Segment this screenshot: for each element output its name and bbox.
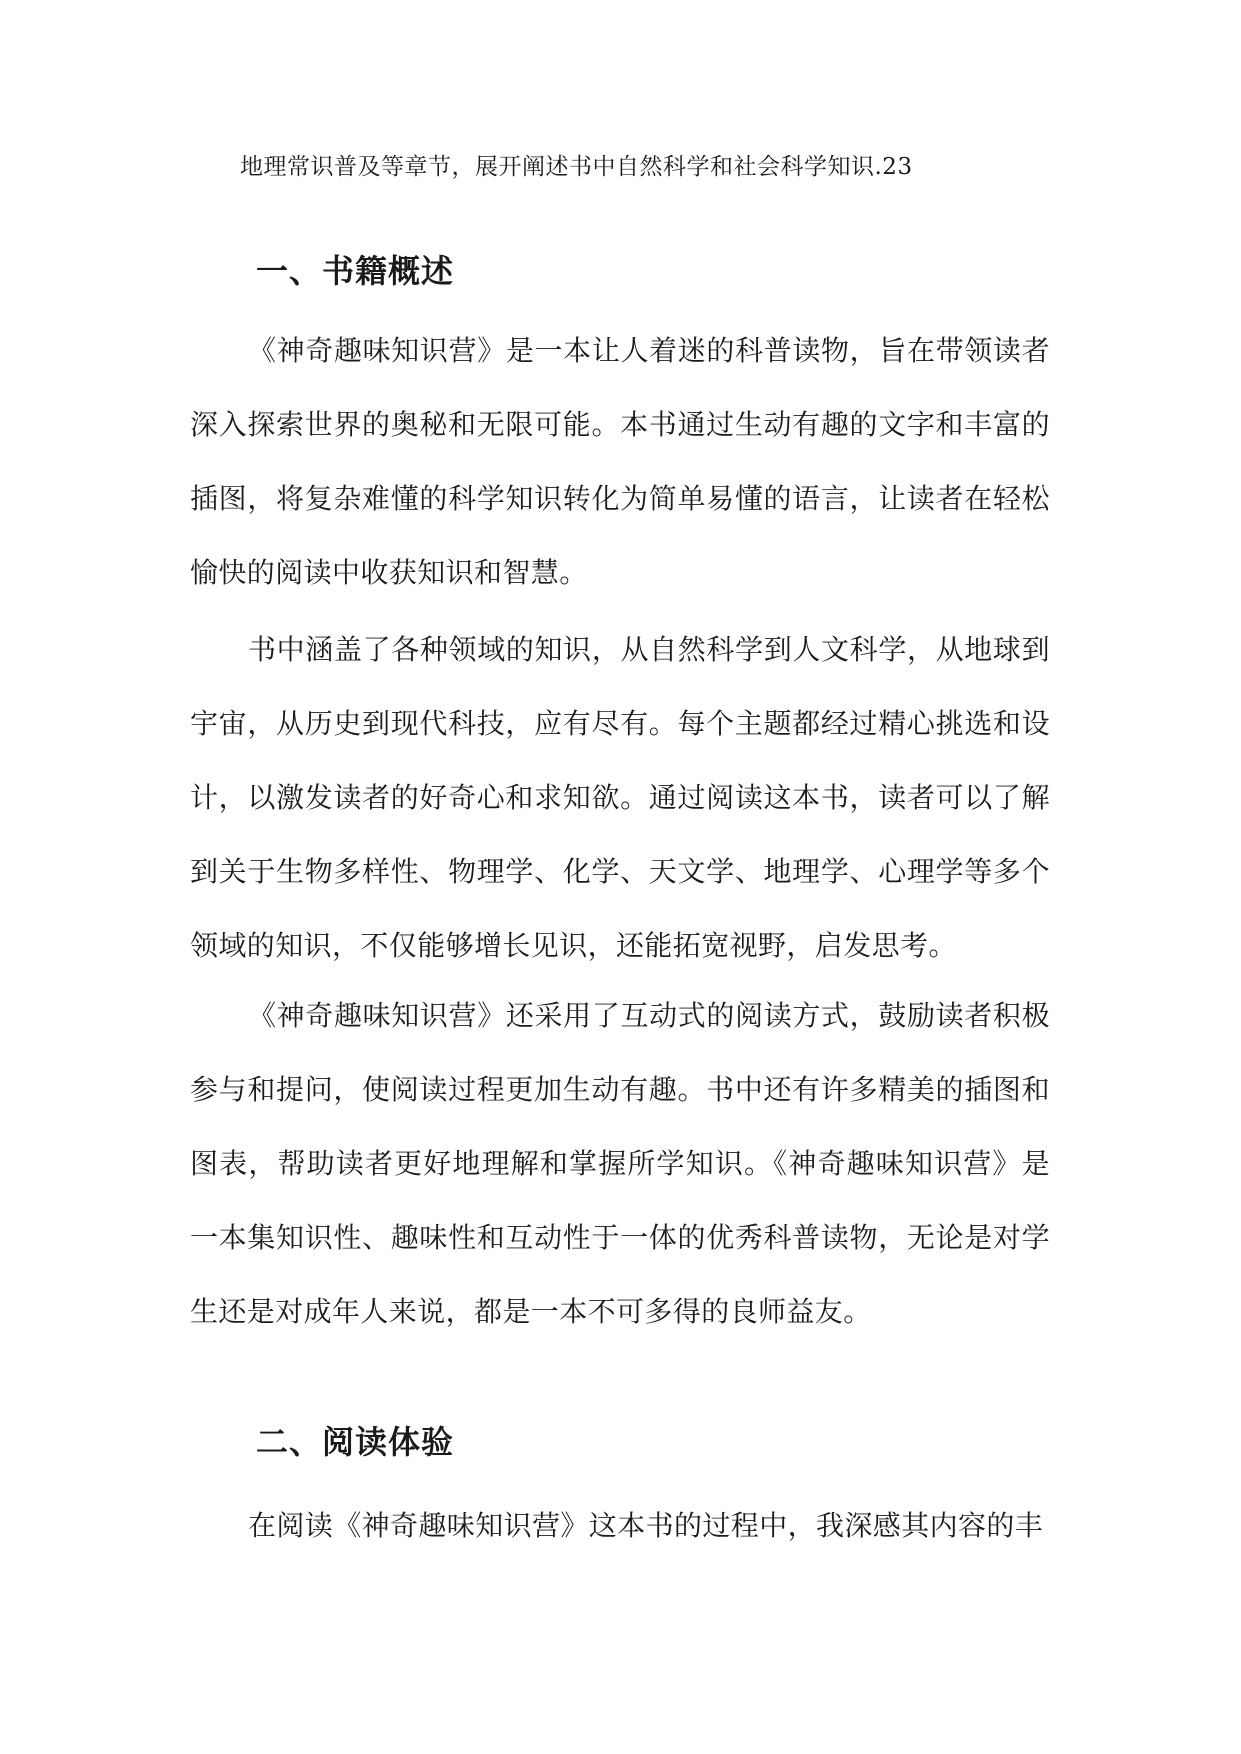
paragraph: 书中涵盖了各种领域的知识，从自然科学到人文科学，从地球到宇宙，从历史到现代科技，应有尽有。每个主题都经过精心挑选和设计，以激发读者的好奇心和求知欲。通过阅读这本书，读者可以了解到关于生物多样性、物理学、化学、天文学、地理学、心理学等多个领域的知识，不仅能够增长见识，还能拓宽视野，启发思考。 bbox=[190, 633, 1050, 962]
paragraph: 《神奇趣味知识营》还采用了互动式的阅读方式，鼓励读者积极参与和提问，使阅读过程更加生动有趣。书中还有许多精美的插图和图表，帮助读者更好地理解和掌握所学知识。《神奇趣味知识营》是一本集知识性、趣味性和互动性于一体的优秀科普读物，无论是对学生还是对成年人来说，都是一本不可多得的良师益友。 bbox=[190, 999, 1050, 1328]
paragraph: 《神奇趣味知识营》是一本让人着迷的科普读物，旨在带领读者深入探索世界的奥秘和无限可能。本书通过生动有趣的文字和丰富的插图，将复杂难懂的科学知识转化为简单易懂的语言，让读者在轻松愉快的阅读中收获知识和智慧。 bbox=[190, 334, 1050, 589]
toc-entry: 地理常识普及等章节，展开阐述书中自然科学和社会科学知识.23 bbox=[240, 154, 913, 180]
paragraph: 在阅读《神奇趣味知识营》这本书的过程中，我深感其内容的丰 bbox=[248, 1509, 1044, 1542]
section-heading-overview: 一、书籍概述 bbox=[256, 252, 455, 290]
section-heading-reading-experience: 二、阅读体验 bbox=[256, 1423, 455, 1461]
